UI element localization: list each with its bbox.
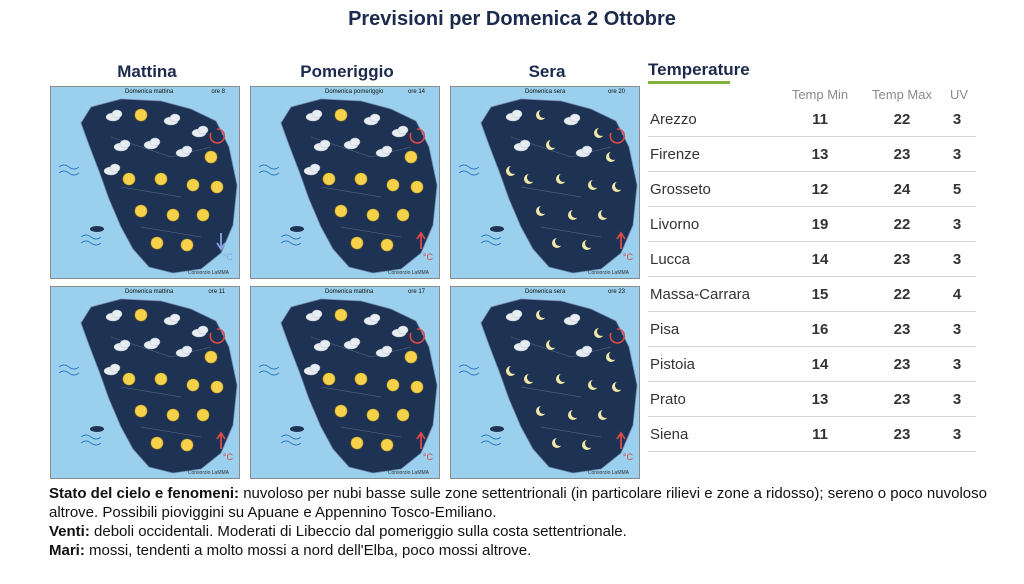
temp-max-value: 22 xyxy=(893,111,911,128)
temp-max-value: 22 xyxy=(893,286,911,303)
temp-min-value: 11 xyxy=(812,426,828,443)
city-name: Pisa xyxy=(650,321,680,338)
temperature-row xyxy=(648,312,976,347)
sea-text: mossi, tendenti a molto mossi a nord dell'Elba, poco mossi altrove. xyxy=(84,542,532,559)
wind-description xyxy=(49,522,989,541)
temp-max-value: 23 xyxy=(893,356,911,373)
map-unit: °C xyxy=(622,452,633,462)
map-caption: Domenica mattina xyxy=(125,89,174,95)
uv-value: 3 xyxy=(952,251,962,268)
forecast-map xyxy=(250,286,440,479)
tuscany-map-icon xyxy=(451,87,639,278)
city-name: Firenze xyxy=(650,146,701,163)
city-name: Lucca xyxy=(650,251,691,268)
forecast-map xyxy=(50,86,240,279)
map-time: ore 20 xyxy=(607,89,625,95)
city-name: Livorno xyxy=(650,216,700,233)
temp-max-value: 23 xyxy=(893,146,911,163)
tuscany-map-icon xyxy=(51,87,239,278)
temp-max-value: 23 xyxy=(893,251,911,268)
map-time: ore 8 xyxy=(211,89,225,95)
temperature-row xyxy=(648,277,976,312)
column-header-sera: Sera xyxy=(528,62,566,81)
map-unit: °C xyxy=(222,252,233,262)
temp-min-value: 11 xyxy=(812,111,828,128)
uv-value: 3 xyxy=(952,111,962,128)
map-time: ore 23 xyxy=(607,289,625,295)
uv-value: 3 xyxy=(952,391,962,408)
temp-max-value: 22 xyxy=(893,216,911,233)
forecast-map xyxy=(450,286,640,479)
temp-min-value: 15 xyxy=(811,286,829,303)
column-header-pomeriggio: Pomeriggio xyxy=(300,62,394,81)
temperature-row xyxy=(648,382,976,417)
temp-max-value: 23 xyxy=(893,321,911,338)
sky-text: nuvoloso per nubi basse sulle zone settentrionali (in particolare rilievi e zone a ridosso); sereno o poco nuvoloso altrove. Possibili pioviggini su Apuane e Appennino Tosco-Emiliano. xyxy=(49,485,987,521)
tuscany-map-icon xyxy=(51,287,239,478)
header-temp-max: Temp Max xyxy=(872,87,932,102)
map-credit: Consorzio LaMMA xyxy=(587,270,629,276)
city-name: Grosseto xyxy=(650,181,711,198)
forecast-map xyxy=(250,86,440,279)
city-name: Prato xyxy=(650,391,686,408)
temp-min-value: 13 xyxy=(811,146,829,163)
uv-value: 3 xyxy=(952,426,962,443)
map-credit: Consorzio LaMMA xyxy=(187,270,229,276)
city-name: Arezzo xyxy=(650,111,697,128)
map-caption: Domenica sera xyxy=(525,289,566,295)
temperature-row xyxy=(648,102,976,137)
map-time: ore 17 xyxy=(407,289,425,295)
map-caption: Domenica mattina xyxy=(325,289,374,295)
wind-label: Venti: xyxy=(49,523,90,540)
tuscany-map-icon xyxy=(251,287,439,478)
sea-description xyxy=(49,541,989,560)
forecast-map xyxy=(50,286,240,479)
temp-max-value: 24 xyxy=(893,181,911,198)
temperature-row xyxy=(648,417,976,452)
map-caption: Domenica pomeriggio xyxy=(325,89,384,95)
city-name: Siena xyxy=(650,426,689,443)
wind-text: deboli occidentali. Moderati di Libeccio dal pomeriggio sulla costa settentrionale. xyxy=(89,523,627,540)
map-credit: Consorzio LaMMA xyxy=(587,470,629,476)
uv-value: 3 xyxy=(952,216,962,233)
map-unit: °C xyxy=(622,252,633,262)
temp-min-value: 16 xyxy=(811,321,829,338)
map-time: ore 14 xyxy=(407,89,425,95)
temp-min-value: 19 xyxy=(811,216,829,233)
temp-max-value: 23 xyxy=(893,426,911,443)
temp-min-value: 12 xyxy=(811,181,829,198)
map-caption: Domenica mattina xyxy=(125,289,174,295)
map-credit: Consorzio LaMMA xyxy=(387,270,429,276)
tuscany-map-icon xyxy=(451,287,639,478)
temp-min-value: 13 xyxy=(811,391,829,408)
temperature-row xyxy=(648,347,976,382)
temp-max-value: 23 xyxy=(893,391,911,408)
uv-value: 5 xyxy=(952,181,962,198)
temp-min-value: 14 xyxy=(811,356,829,373)
temperature-row xyxy=(648,207,976,242)
temperature-row xyxy=(648,242,976,277)
map-unit: °C xyxy=(222,452,233,462)
map-unit: °C xyxy=(422,452,433,462)
page-title: Previsioni per Domenica 2 Ottobre xyxy=(348,8,676,30)
sea-label: Mari: xyxy=(49,542,85,559)
temperature-row xyxy=(648,172,976,207)
uv-value: 3 xyxy=(952,356,962,373)
map-unit: °C xyxy=(422,252,433,262)
uv-value: 3 xyxy=(952,321,962,338)
city-name: Pistoia xyxy=(650,356,696,373)
city-name: Massa-Carrara xyxy=(650,286,751,303)
sky-label: Stato del cielo e fenomeni: xyxy=(49,485,240,502)
map-credit: Consorzio LaMMA xyxy=(187,470,229,476)
temperature-row xyxy=(648,137,976,172)
map-credit: Consorzio LaMMA xyxy=(387,470,429,476)
map-time: ore 11 xyxy=(208,289,225,295)
map-caption: Domenica sera xyxy=(525,89,566,95)
forecast-map xyxy=(450,86,640,279)
uv-value: 4 xyxy=(952,286,962,303)
header-uv: UV xyxy=(949,87,969,102)
tuscany-map-icon xyxy=(251,87,439,278)
sky-description xyxy=(49,484,989,522)
temperature-title: Temperature xyxy=(648,60,750,79)
column-header-mattina: Mattina xyxy=(117,62,177,81)
header-temp-min: Temp Min xyxy=(791,87,849,102)
temperature-title-underline xyxy=(648,81,730,84)
temp-min-value: 14 xyxy=(811,251,829,268)
uv-value: 3 xyxy=(952,146,962,163)
